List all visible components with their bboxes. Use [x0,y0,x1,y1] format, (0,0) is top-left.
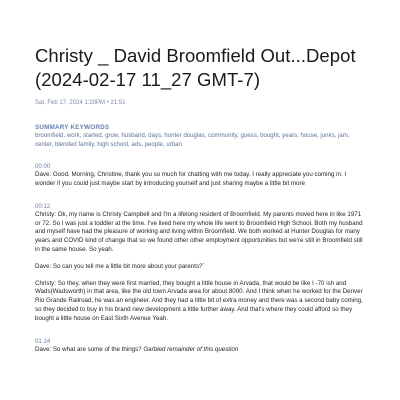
speaker-text: Dave: So what are some of the things? [35,345,142,353]
keywords-text: broomfield, work, started, grow, husband, days, hunter douglas, community, guess, bought, years, house, junks, jam, center, blended family, high school, ads, people, urban [35,132,350,148]
title-line-2: (2024-02-17 11_27 GMT-7) [35,69,261,90]
transcript-paragraph: Dave: Good. Morning, Christine, thank you so much for chatting with me today. I really appreciate you coming in. I wonder if you could just maybe start by introducing yourself and just sharing maybe a little bit more [35,171,347,187]
transcript-entry [35,338,366,355]
transcript-paragraph: Dave: So can you tell me a little bit more about your parents?` [35,262,205,270]
document-meta: Sat, Feb 17, 2024 1:20PM • 21:51 [35,100,126,106]
keywords-heading: SUMMARY KEYWORDS [35,124,110,131]
transcript-entry [35,163,366,189]
timestamp: 00:00 [35,163,51,171]
title-line-1: Christy _ David Broomfield Out...Depot [35,45,356,66]
timestamp: 00:12 [35,202,51,210]
transcript-entry [35,203,366,324]
document-title [35,44,366,92]
transcript-paragraph: Christy: Ok, my name is Christy Campbell and I'm a lifelong resident of Broomfield. My parents moved here in like 1971 or 72. So I was just a toddler at the time. I've lived here my whole life went to Broomfield High School. Both my husband and myself have had the pleasure of working and living within Broomfield. We both worked at Hunter Douglas for many years and COVID kind of change that so we found other other employment opportunities but we're still in Broomfield still in the same house. So yeah. [35,210,363,253]
italic-note: Garbled remainder of this question [143,345,239,353]
transcript-paragraph: Christy: So they, when they were first married, they bought a little house in Arvada, that would be like I -70 ish and Wads(Wadsworth) in that area, like the old town Arvada area for about 8000. And I think when he worked for the Denver Rio Grande Railroad, he was an engineer. And they had a little bit of extra money and there was a second baby coming, so they decided to buy in his brand new development a little further away. And that's where they could afford so they bought a little house on East Sixth Avenue Yeah. [35,279,363,322]
timestamp: 01:24 [35,337,51,345]
transcript-paragraph [35,346,366,355]
